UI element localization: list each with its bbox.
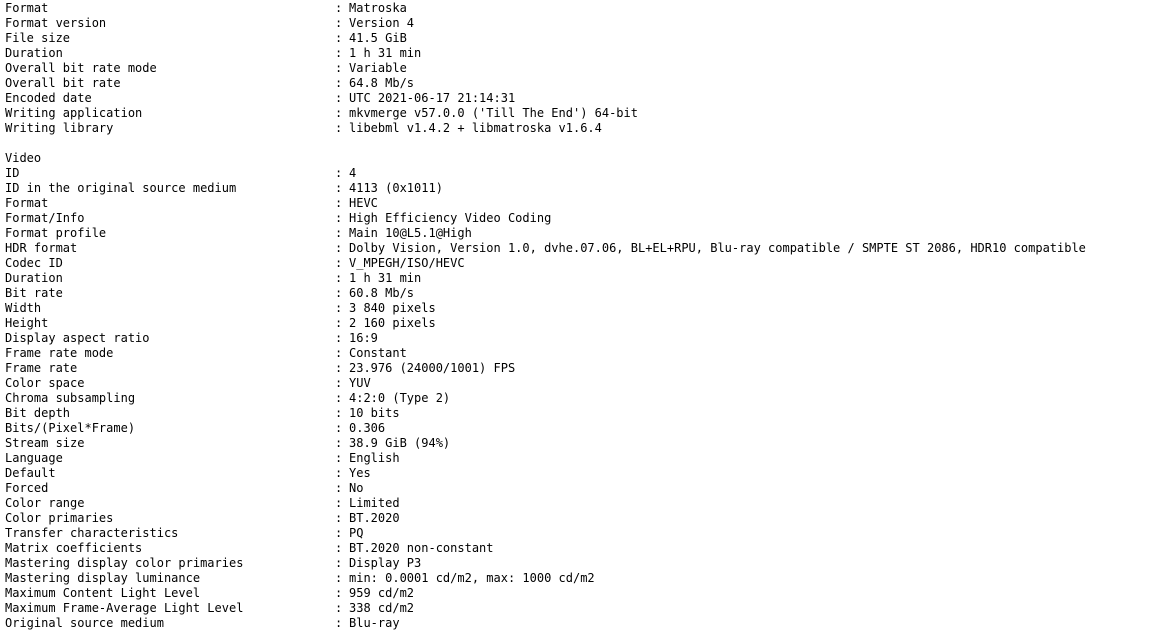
info-label: File size [5,31,71,45]
info-row [5,556,1170,571]
info-value: PQ [349,526,364,540]
info-row [5,301,1170,316]
info-value: BT.2020 [349,511,400,525]
info-value: Yes [349,466,371,480]
info-label: Overall bit rate [5,76,121,90]
info-value: 959 cd/m2 [349,586,415,600]
info-value: 2 160 pixels [349,316,436,330]
info-row [5,376,1170,391]
info-label: Format profile [5,226,107,240]
info-label: Forced [5,481,49,495]
info-value: 1 h 31 min [349,46,422,60]
info-label: Stream size [5,436,85,450]
info-row [5,211,1170,226]
info-value: BT.2020 non-constant [349,541,494,555]
info-separator: : [335,241,343,255]
info-value: 64.8 Mb/s [349,76,415,90]
info-row [5,166,1170,181]
info-row [5,361,1170,376]
info-value: Main 10@L5.1@High [349,226,472,240]
info-value: YUV [349,376,371,390]
info-value: V_MPEGH/ISO/HEVC [349,256,465,270]
info-label: Chroma subsampling [5,391,136,405]
info-label: Maximum Frame-Average Light Level [5,601,244,615]
info-row [5,181,1170,196]
info-label: Matrix coefficients [5,541,143,555]
info-value: 4113 (0x1011) [349,181,443,195]
info-value: 0.306 [349,421,386,435]
info-value: No [349,481,364,495]
info-row [5,421,1170,436]
info-row [5,91,1170,106]
info-row [5,511,1170,526]
info-label: Format version [5,16,107,30]
info-row [5,406,1170,421]
info-row [5,286,1170,301]
info-separator: : [335,16,343,30]
info-separator: : [335,256,343,270]
info-separator: : [335,106,343,120]
info-label: ID [5,166,20,180]
info-separator: : [335,286,343,300]
info-row [5,601,1170,616]
info-row [5,16,1170,31]
info-label: Format [5,196,49,210]
info-row [5,346,1170,361]
info-row [5,481,1170,496]
info-row [5,391,1170,406]
info-label: Codec ID [5,256,63,270]
info-value: Dolby Vision, Version 1.0, dvhe.07.06, BL+EL+RPU, Blu-ray compatible / SMPTE ST 2086, HDR10 compatible [349,241,1086,255]
info-label: Color space [5,376,85,390]
info-value: libebml v1.4.2 + libmatroska v1.6.4 [349,121,602,135]
info-label: Duration [5,46,63,60]
mediainfo-report [5,1,1170,631]
info-label: Language [5,451,63,465]
info-value: Blu-ray [349,616,400,630]
info-separator: : [335,211,343,225]
video-section [5,166,1170,631]
info-value: High Efficiency Video Coding [349,211,552,225]
info-value: Constant [349,346,407,360]
info-separator: : [335,571,343,585]
info-row [5,1,1170,16]
info-label: Height [5,316,49,330]
info-separator: : [335,346,343,360]
info-separator: : [335,391,343,405]
info-value: mkvmerge v57.0.0 ('Till The End') 64-bit [349,106,638,120]
info-row [5,241,1170,256]
info-value: Display P3 [349,556,422,570]
info-value: Variable [349,61,407,75]
info-separator: : [335,601,343,615]
video-section-header [5,151,1170,166]
info-label: Default [5,466,56,480]
info-separator: : [335,421,343,435]
info-row [5,436,1170,451]
info-value: UTC 2021-06-17 21:14:31 [349,91,516,105]
info-label: Color range [5,496,85,510]
info-row [5,271,1170,286]
info-separator: : [335,481,343,495]
info-row [5,106,1170,121]
info-label: ID in the original source medium [5,181,237,195]
info-value: 16:9 [349,331,378,345]
info-separator: : [335,331,343,345]
info-row [5,226,1170,241]
info-label: Width [5,301,42,315]
info-label: Duration [5,271,63,285]
info-label: Maximum Content Light Level [5,586,201,600]
info-separator: : [335,226,343,240]
info-label: Encoded date [5,91,92,105]
general-section [5,1,1170,136]
info-row [5,316,1170,331]
info-separator: : [335,496,343,510]
info-separator: : [335,616,343,630]
info-separator: : [335,406,343,420]
info-separator: : [335,301,343,315]
info-separator: : [335,271,343,285]
info-value: Version 4 [349,16,415,30]
info-label: Color primaries [5,511,114,525]
info-separator: : [335,376,343,390]
info-separator: : [335,466,343,480]
info-value: 60.8 Mb/s [349,286,415,300]
info-label: Mastering display color primaries [5,556,244,570]
info-label: Bits/(Pixel*Frame) [5,421,136,435]
info-row [5,196,1170,211]
info-value: Limited [349,496,400,510]
info-separator: : [335,511,343,525]
info-label: Display aspect ratio [5,331,150,345]
info-row [5,466,1170,481]
info-value: min: 0.0001 cd/m2, max: 1000 cd/m2 [349,571,595,585]
info-separator: : [335,451,343,465]
info-label: Transfer characteristics [5,526,179,540]
info-row [5,61,1170,76]
info-row [5,451,1170,466]
info-value: 10 bits [349,406,400,420]
info-row [5,586,1170,601]
info-label: Frame rate [5,361,78,375]
info-value: 23.976 (24000/1001) FPS [349,361,516,375]
info-value: Matroska [349,1,407,15]
info-row [5,526,1170,541]
info-label: Format [5,1,49,15]
info-row [5,571,1170,586]
info-row [5,331,1170,346]
info-row [5,31,1170,46]
info-row [5,121,1170,136]
info-row [5,496,1170,511]
info-value: 4 [349,166,357,180]
info-value: 3 840 pixels [349,301,436,315]
info-separator: : [335,121,343,135]
info-separator: : [335,1,343,15]
info-value: 338 cd/m2 [349,601,415,615]
info-label: Overall bit rate mode [5,61,157,75]
info-row [5,256,1170,271]
info-separator: : [335,586,343,600]
info-label: Original source medium [5,616,164,630]
info-separator: : [335,436,343,450]
info-separator: : [335,526,343,540]
info-separator: : [335,196,343,210]
info-separator: : [335,76,343,90]
info-separator: : [335,181,343,195]
info-label: Writing library [5,121,114,135]
info-row [5,616,1170,631]
info-separator: : [335,556,343,570]
info-label: Writing application [5,106,143,120]
info-label: Format/Info [5,211,85,225]
info-row [5,541,1170,556]
info-separator: : [335,541,343,555]
info-separator: : [335,316,343,330]
info-label: Bit depth [5,406,71,420]
info-label: HDR format [5,241,78,255]
info-separator: : [335,166,343,180]
info-value: 41.5 GiB [349,31,407,45]
info-value: 1 h 31 min [349,271,422,285]
info-label: Frame rate mode [5,346,114,360]
info-label: Bit rate [5,286,63,300]
info-value: 4:2:0 (Type 2) [349,391,451,405]
info-separator: : [335,31,343,45]
info-separator: : [335,61,343,75]
video-section-title: Video [5,151,42,165]
info-value: 38.9 GiB (94%) [349,436,451,450]
info-row [5,46,1170,61]
info-separator: : [335,361,343,375]
info-value: English [349,451,400,465]
section-spacer [5,136,1170,151]
info-value: HEVC [349,196,378,210]
info-separator: : [335,91,343,105]
info-label: Mastering display luminance [5,571,201,585]
info-separator: : [335,46,343,60]
info-row [5,76,1170,91]
